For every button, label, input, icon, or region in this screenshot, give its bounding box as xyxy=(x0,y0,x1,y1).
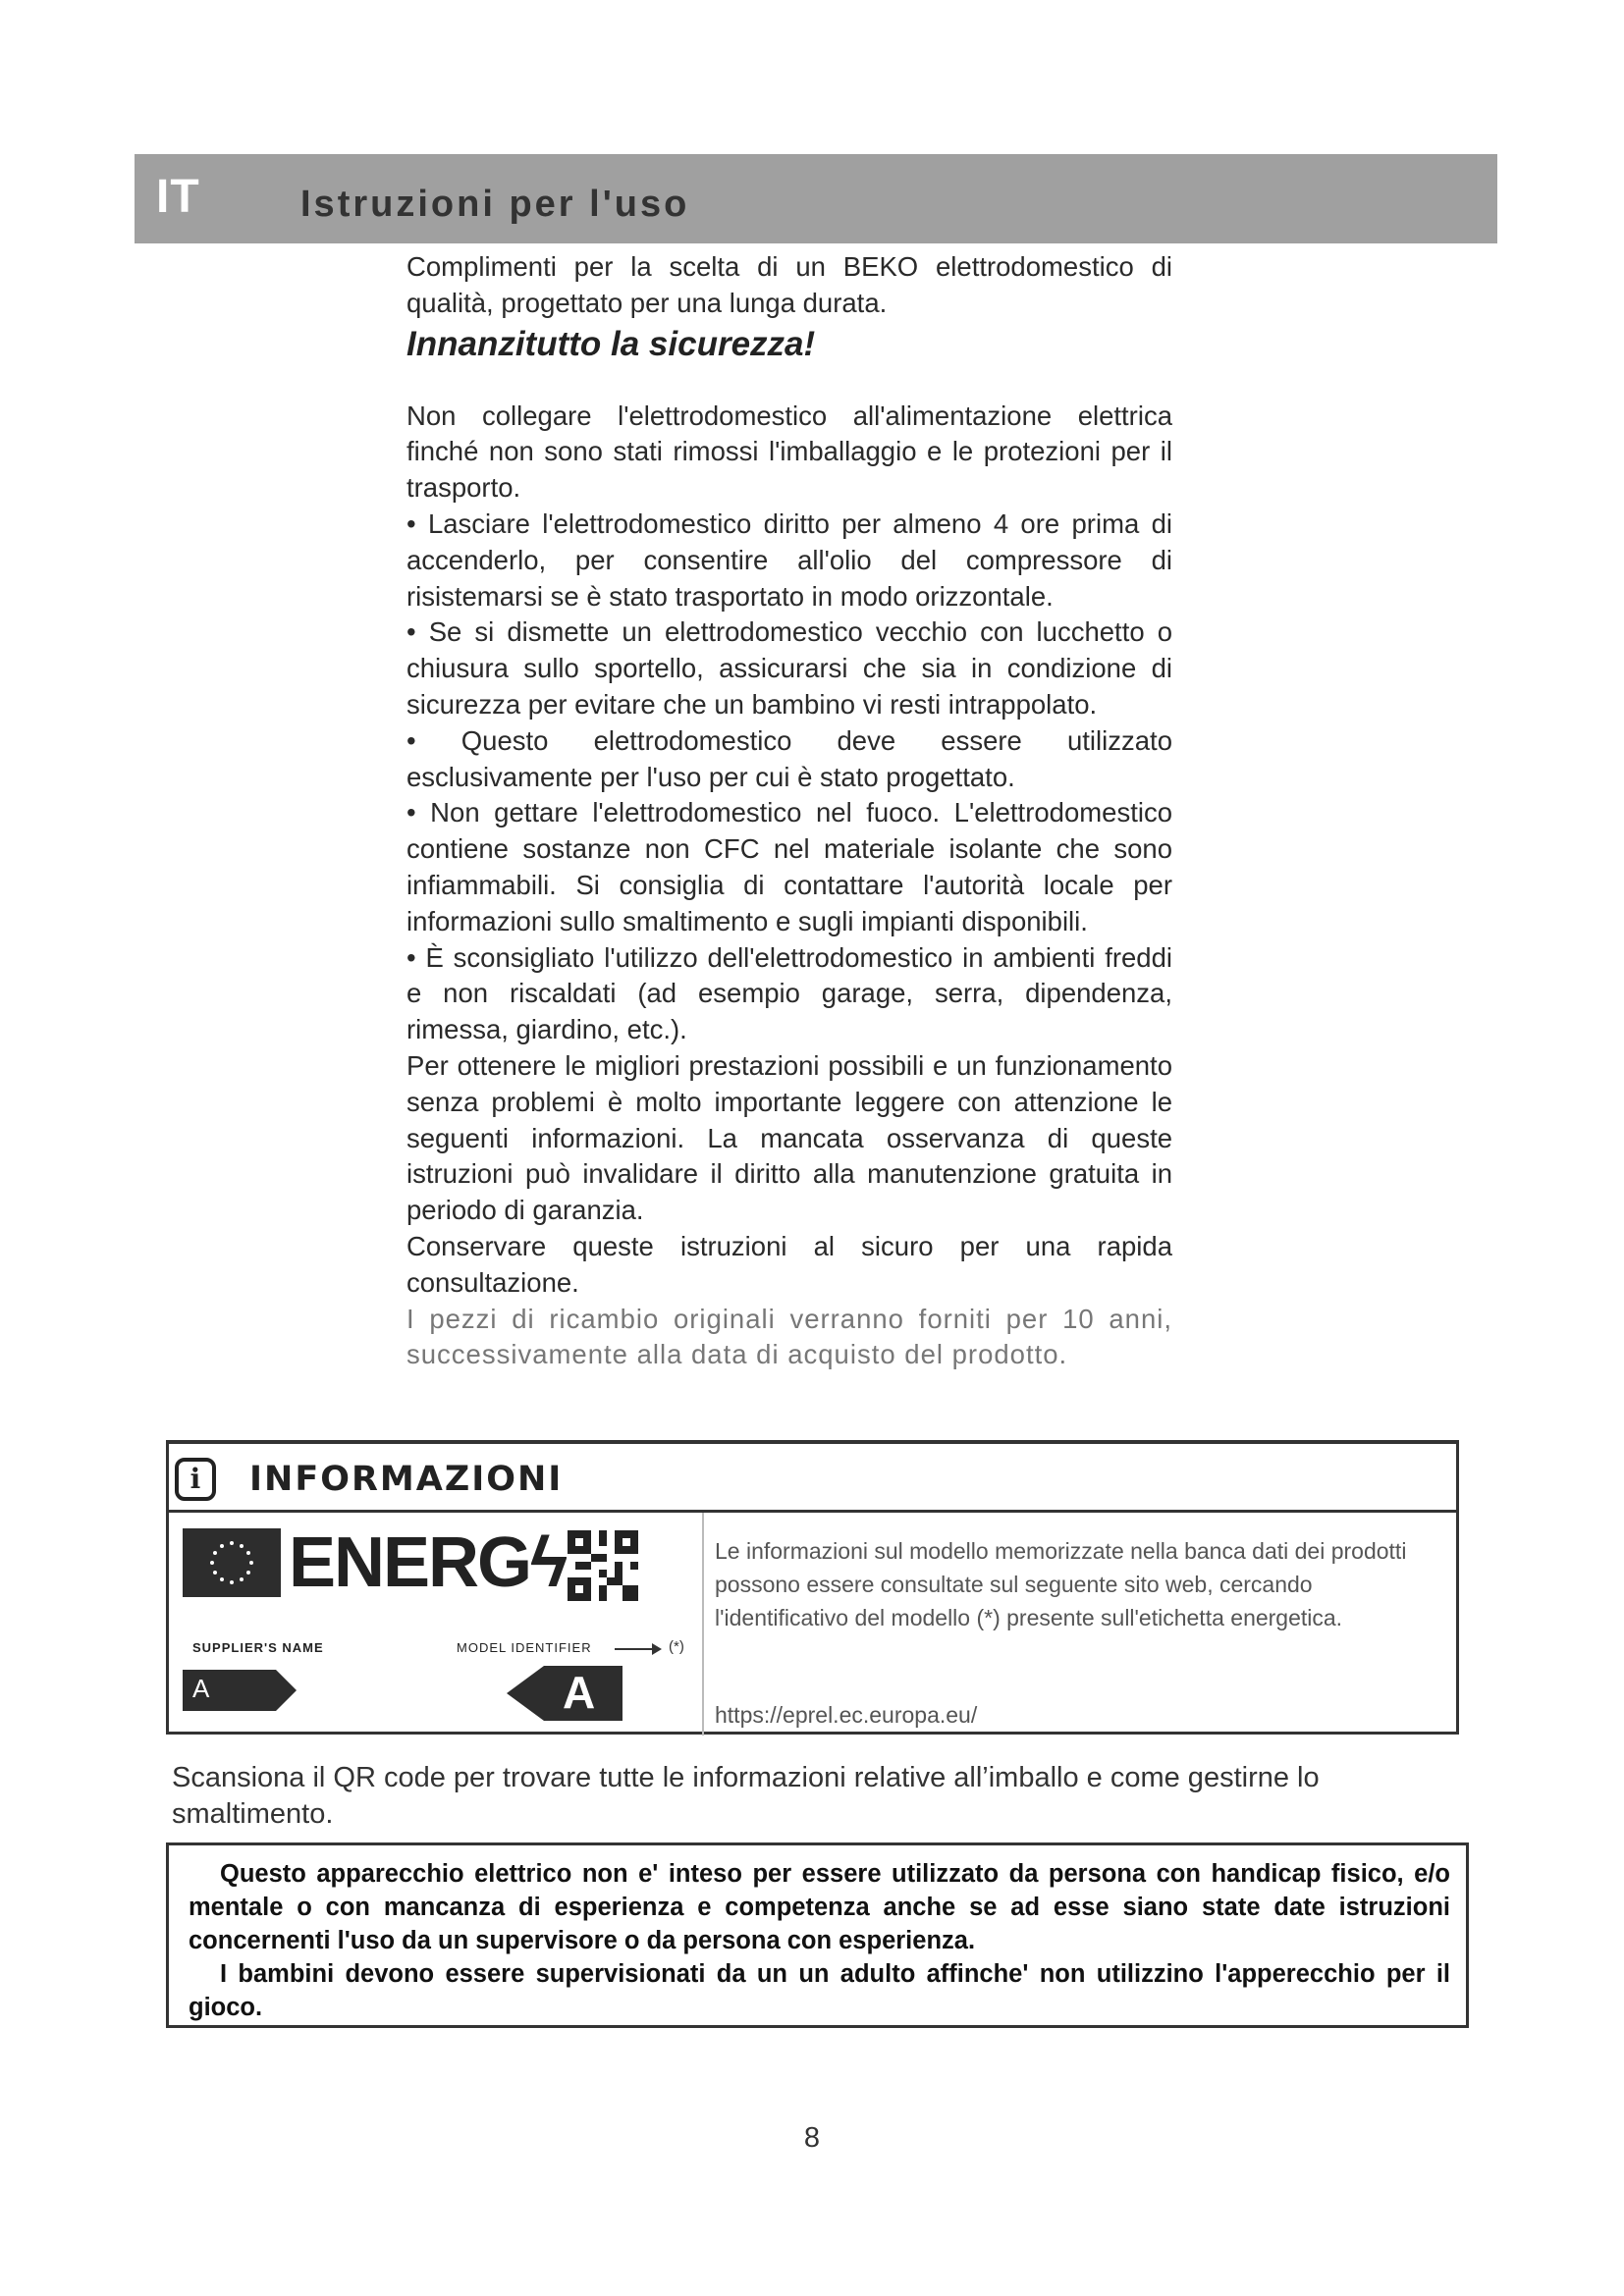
qr-code-icon xyxy=(568,1530,638,1601)
arrow-line xyxy=(615,1648,656,1650)
warning-box xyxy=(166,1842,1469,2028)
page-number: 8 xyxy=(803,2122,821,2154)
section-header xyxy=(135,154,1497,243)
eu-flag-icon xyxy=(183,1528,281,1597)
safety-heading: Innanzitutto la sicurezza! xyxy=(406,324,816,363)
safety-paragraph: Conservare queste istruzioni al sicuro per una rapida consultazione. xyxy=(406,1230,1172,1298)
energy-class-right-text: A xyxy=(563,1667,596,1718)
supplier-name-label: SUPPLIER'S NAME xyxy=(192,1640,324,1655)
spare-parts-note: I pezzi di ricambio originali verranno forniti per 10 anni, successivamente alla data di acquisto del prodotto. xyxy=(406,1303,1172,1370)
warning-paragraph: I bambini devono essere supervisionati da un un adulto affinche' non utilizzino l'apperecchio per il gioco. xyxy=(189,1960,1450,2021)
lightning-icon: ϟ xyxy=(530,1523,567,1602)
safety-paragraph: Per ottenere le migliori prestazioni possibili e un funzionamento senza problemi è molto importante leggere con attenzione le seguenti informazioni. La mancata osservanza di queste istruzioni può invalidare il diritto alla manutenzione gratuita in periodo di garanzia. xyxy=(406,1049,1172,1226)
language-code: IT xyxy=(156,171,200,223)
page-title: Istruzioni per l'uso xyxy=(300,184,690,225)
safety-paragraph: • Lasciare l'elettrodomestico diritto per almeno 4 ore prima di accenderlo, per consentire all'olio del compressore di risistemarsi se è stato trasportato in modo orizzontale. xyxy=(406,507,1172,612)
model-identifier-label: MODEL IDENTIFIER xyxy=(457,1640,592,1655)
information-box xyxy=(166,1440,1459,1735)
main-content xyxy=(406,249,1172,1373)
energy-class-left-text: A xyxy=(192,1674,210,1703)
eprel-link[interactable]: https://eprel.ec.europa.eu/ xyxy=(715,1702,978,1728)
energy-label-logo: ENERGϟ xyxy=(289,1523,567,1602)
safety-paragraph: • Questo elettrodomestico deve essere utilizzato esclusivamente per l'uso per cui è stato progettato. xyxy=(406,724,1172,792)
asterisk-marker: (*) xyxy=(669,1638,684,1655)
safety-paragraph: • È sconsigliato l'utilizzo dell'elettrodomestico in ambienti freddi e non riscaldati (ad esempio garage, serra, dipendenza, rimessa, giardino, etc.). xyxy=(406,941,1172,1045)
arrow-right-icon xyxy=(652,1643,662,1655)
safety-paragraph: • Se si dismette un elettrodomestico vecchio con lucchetto o chiusura sullo sportello, assicurarsi che sia in condizione di sicurezza per evitare che un bambino vi resti intrappolato. xyxy=(406,616,1172,720)
info-icon: i xyxy=(175,1458,216,1501)
information-title: INFORMAZIONI xyxy=(249,1460,564,1499)
information-divider xyxy=(702,1513,704,1735)
safety-paragraph: • Non gettare l'elettrodomestico nel fuoco. L'elettrodomestico contiene sostanze non CFC nel materiale isolante che sono infiammabili. Si consiglia di contattare l'autorità locale per informazioni sullo smaltimento e sugli impianti disponibili. xyxy=(406,797,1172,936)
warning-paragraph: Questo apparecchio elettrico non e' inteso per essere utilizzato da persona con handicap fisico, e/o mentale o con mancanza di esperienza e competenza anche se ad esse siano state date istruzioni concernenti l'uso da un supervisore o da persona con esperienza. xyxy=(189,1860,1450,1954)
information-header xyxy=(169,1444,1456,1513)
safety-paragraph: Non collegare l'elettrodomestico all'alimentazione elettrica finché non sono stati rimossi l'imballaggio e le protezioni per il trasporto. xyxy=(406,400,1172,504)
qr-note: Scansiona il QR code per trovare tutte le informazioni relative all’imballo e come gestirne lo smaltimento. xyxy=(172,1762,1320,1830)
information-text: Le informazioni sul modello memorizzate nella banca dati dei prodotti possono essere consultate sul seguente sito web, cercando l'identificativo del modello (*) presente sull'etichetta energetica. xyxy=(715,1538,1407,1630)
intro-paragraph: Complimenti per la scelta di un BEKO elettrodomestico di qualità, progettato per una lunga durata. xyxy=(406,251,1172,318)
energy-label-graphic xyxy=(183,1523,693,1725)
